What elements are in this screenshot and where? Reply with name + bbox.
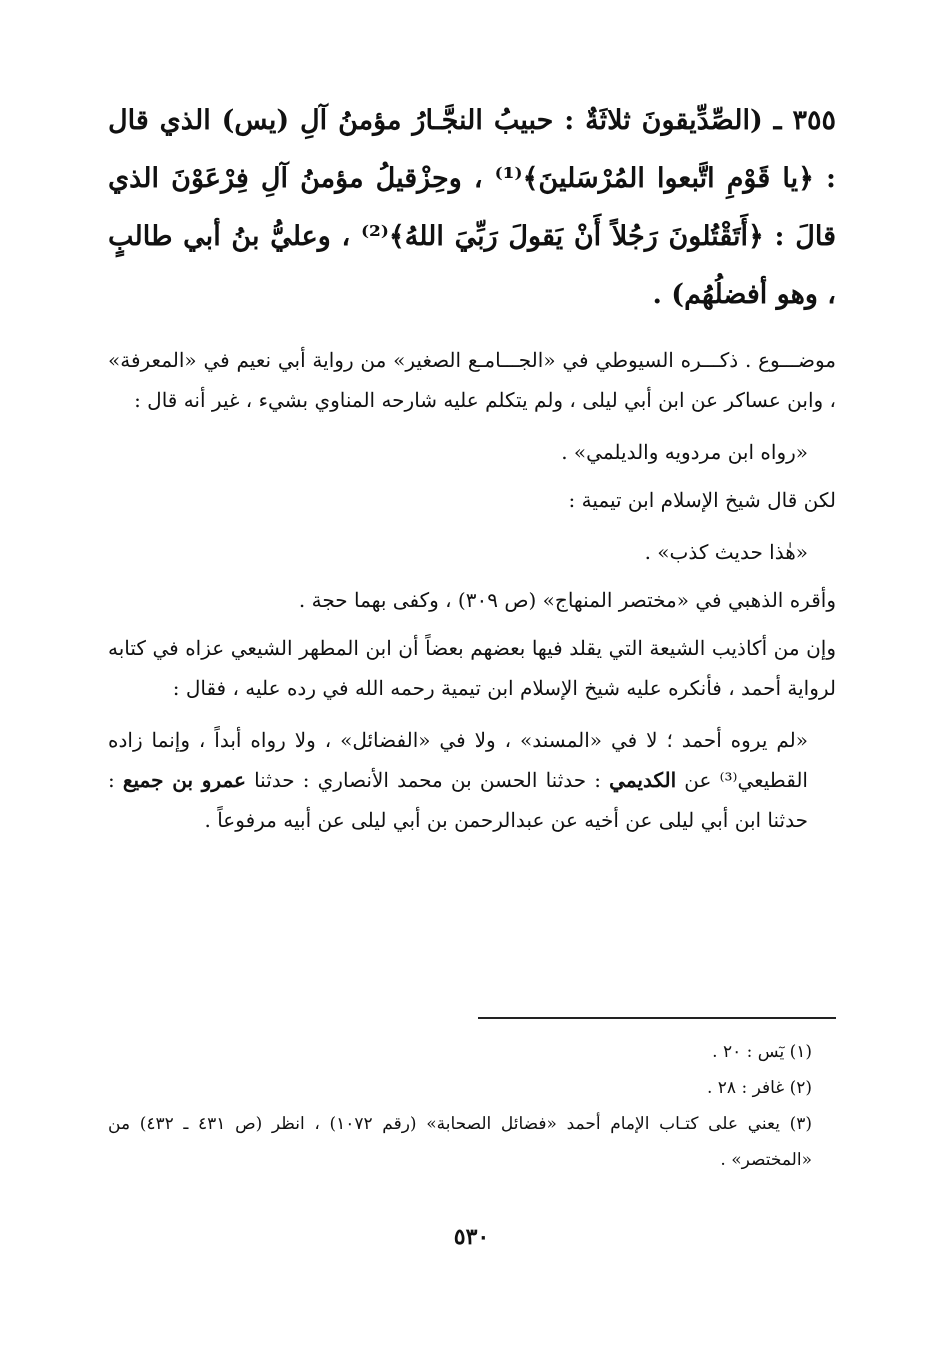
dhahabi-paragraph: وأقره الذهبي في «مختصر المنهاج» (ص ٣٠٩) ، وكفى بهما حجة .: [298, 588, 836, 612]
quote-fabricated: «هٰذا حديث كذب» .: [644, 540, 808, 564]
hadith-text: ٣٥٥ ـ (الصِّدِّيقونَ ثلاثَةٌ : حبيبُ النجَّـارُ مؤمنُ آلِ (يس) الذي قال : ﴿يا قَوْمِ اتَّبعوا المُرْسَلينَ﴾⁽¹⁾ ، وحِزْقيلُ مؤمنُ آلِ فِرْعَوْنَ الذي قالَ : ﴿أَتَقْتُلونَ رَجُلاً أَنْ يَقولَ رَبِّيَ اللهُ﴾⁽²⁾ ، وعليُّ بنُ أبي طالبٍ ، وهو أفضلُهُم) .: [108, 105, 836, 310]
footnotes: [108, 1034, 836, 1178]
narrator-kudaymi: الكديمي: [609, 768, 677, 792]
footnote-3: (٣) يعني على كتـاب الإمام أحمد «فضائل الصحابة» (رقم ١٠٧٢) ، انظر (ص ٤٣١ ـ ٤٣٢) من «المختصر» .: [108, 1114, 812, 1170]
quote-ibn-mardawayh: «رواه ابن مردويه والديلمي» .: [561, 440, 808, 464]
quote-text-1: «لم يروه أحمد ؛ لا في «المسند» ، ولا في «الفضائل» ، ولا رواه أبداً ، وإنما زاده القطيعي⁽³⁾ عن: [108, 728, 808, 792]
ibn-taymiyya-intro: لكن قال شيخ الإسلام ابن تيمية :: [568, 488, 836, 512]
footnote-2: (٢) غافر : ٢٨ .: [706, 1078, 812, 1098]
quote-text-2: : حدثنا الحسن بن محمد الأنصاري : حدثنا: [245, 768, 610, 792]
narrator-amr-ibn-jumay: عمرو بن جميع: [122, 768, 246, 792]
footnote-1: (١) يٓس : ٢٠ .: [712, 1042, 812, 1062]
page-number: ٥٣٠: [453, 1224, 490, 1250]
shia-paragraph: وإن من أكاذيب الشيعة التي يقلد فيها بعضهم بعضاً أن ابن المطهر الشيعي عزاه في كتابه لرواية أحمد ، فأنكره عليه شيخ الإسلام ابن تيمية رحمه الله في رده عليه ، فقال :: [108, 636, 836, 700]
commentary-paragraph: موضـــوع . ذكـــره السيوطي في «الجـــامـع الصغير» من رواية أبي نعيم في «المعرفة» ، وابن عساكر عن ابن أبي ليلى ، ولم يتكلم عليه شارحه المناوي بشيء ، غير أنه قال :: [108, 348, 836, 412]
page-content: [108, 92, 836, 840]
quote-text-3: : حدثنا ابن أبي ليلى عن أخيه عن عبدالرحمن بن أبي ليلى عن أبيه مرفوعاً .: [108, 768, 808, 832]
ibn-taymiyya-quote: [108, 720, 836, 840]
footnote-separator: [478, 1017, 836, 1019]
